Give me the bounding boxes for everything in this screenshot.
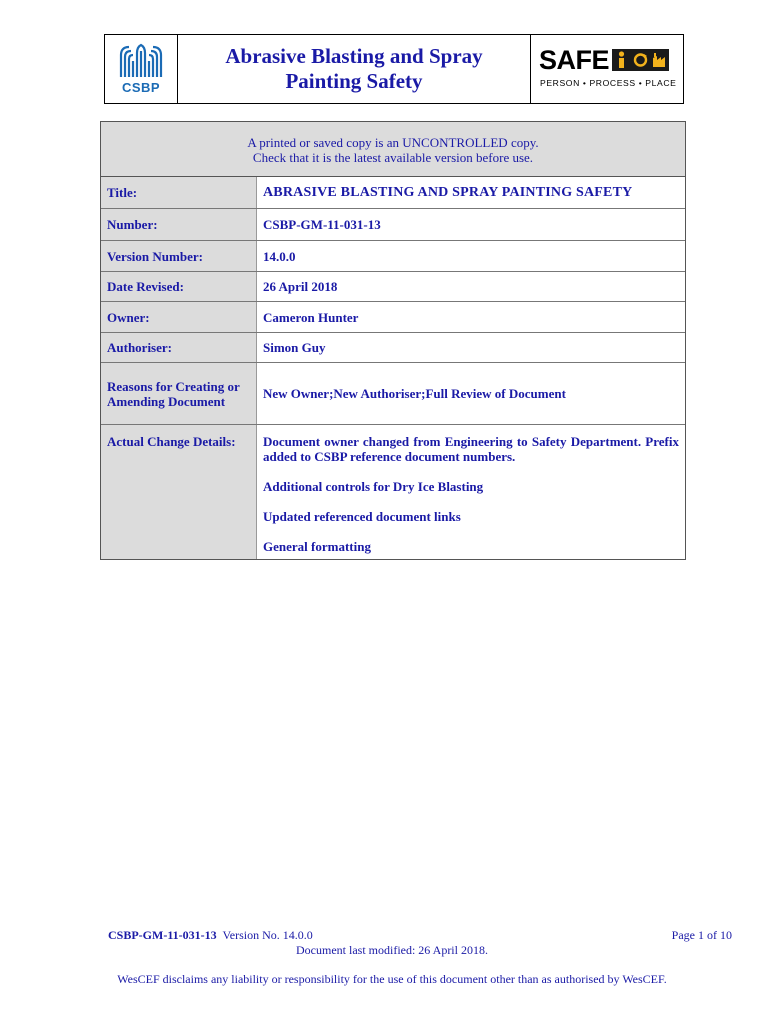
footer-last-modified: Document last modified: 26 April 2018.	[296, 943, 488, 957]
document-header	[104, 34, 684, 104]
authoriser-value: Simon Guy	[256, 333, 685, 362]
date-revised-label: Date Revised:	[101, 272, 256, 301]
number-label: Number:	[101, 209, 256, 240]
row-authoriser	[101, 333, 685, 363]
date-revised-value: 26 April 2018	[256, 272, 685, 301]
row-date-revised	[101, 272, 685, 302]
owner-label: Owner:	[101, 302, 256, 332]
footer-page-number: Page 1 of 10	[671, 928, 732, 942]
footer-doc-number: CSBP-GM-11-031-13	[108, 928, 217, 942]
owner-value: Cameron Hunter	[256, 302, 685, 332]
title-value: ABRASIVE BLASTING AND SPRAY PAINTING SAFETY	[256, 177, 685, 208]
title-line-2: Painting Safety	[285, 69, 423, 93]
process-icon	[631, 49, 650, 71]
version-label: Version Number:	[101, 241, 256, 271]
safe-logo	[531, 35, 683, 103]
csbp-logo-text: CSBP	[121, 80, 161, 95]
row-version	[101, 241, 685, 272]
notice-line-1: A printed or saved copy is an UNCONTROLLED copy.	[247, 135, 539, 150]
footer-doc-id	[108, 928, 313, 943]
change-details-label: Actual Change Details:	[101, 425, 256, 559]
number-value: CSBP-GM-11-031-13	[256, 209, 685, 240]
title-line-1: Abrasive Blasting and Spray	[225, 44, 483, 68]
title-label: Title:	[101, 177, 256, 208]
row-number	[101, 209, 685, 241]
change-item: Document owner changed from Engineering to Safety Department. Prefix added to CSBP reference document numbers.	[263, 434, 679, 464]
row-owner	[101, 302, 685, 333]
row-title	[101, 177, 685, 209]
row-change-details	[101, 425, 685, 559]
row-reasons	[101, 363, 685, 425]
safe-icon-strip	[612, 49, 669, 71]
change-details-value	[256, 425, 685, 559]
document-info-table	[100, 121, 686, 560]
uncontrolled-copy-notice	[101, 122, 685, 177]
place-icon	[650, 49, 669, 71]
person-icon	[612, 49, 631, 71]
change-item: Additional controls for Dry Ice Blasting	[263, 479, 484, 494]
safe-word: SAFE	[539, 45, 610, 75]
authoriser-label: Authoriser:	[101, 333, 256, 362]
change-item: General formatting	[263, 539, 371, 554]
reasons-label: Reasons for Creating or Amending Document	[101, 363, 256, 424]
safe-tagline: PERSON • PROCESS • PLACE	[540, 78, 677, 88]
notice-line-2: Check that it is the latest available version before use.	[252, 150, 534, 165]
csbp-logo-icon	[117, 43, 165, 79]
footer-version: Version No. 14.0.0	[222, 928, 313, 942]
reasons-value: New Owner;New Authoriser;Full Review of Document	[256, 363, 685, 424]
version-value: 14.0.0	[256, 241, 685, 271]
document-title	[178, 35, 531, 103]
csbp-logo	[105, 35, 178, 103]
footer-disclaimer: WesCEF disclaims any liability or responsibility for the use of this document other than as authorised by WesCEF.	[117, 972, 667, 986]
change-item: Updated referenced document links	[263, 509, 461, 524]
